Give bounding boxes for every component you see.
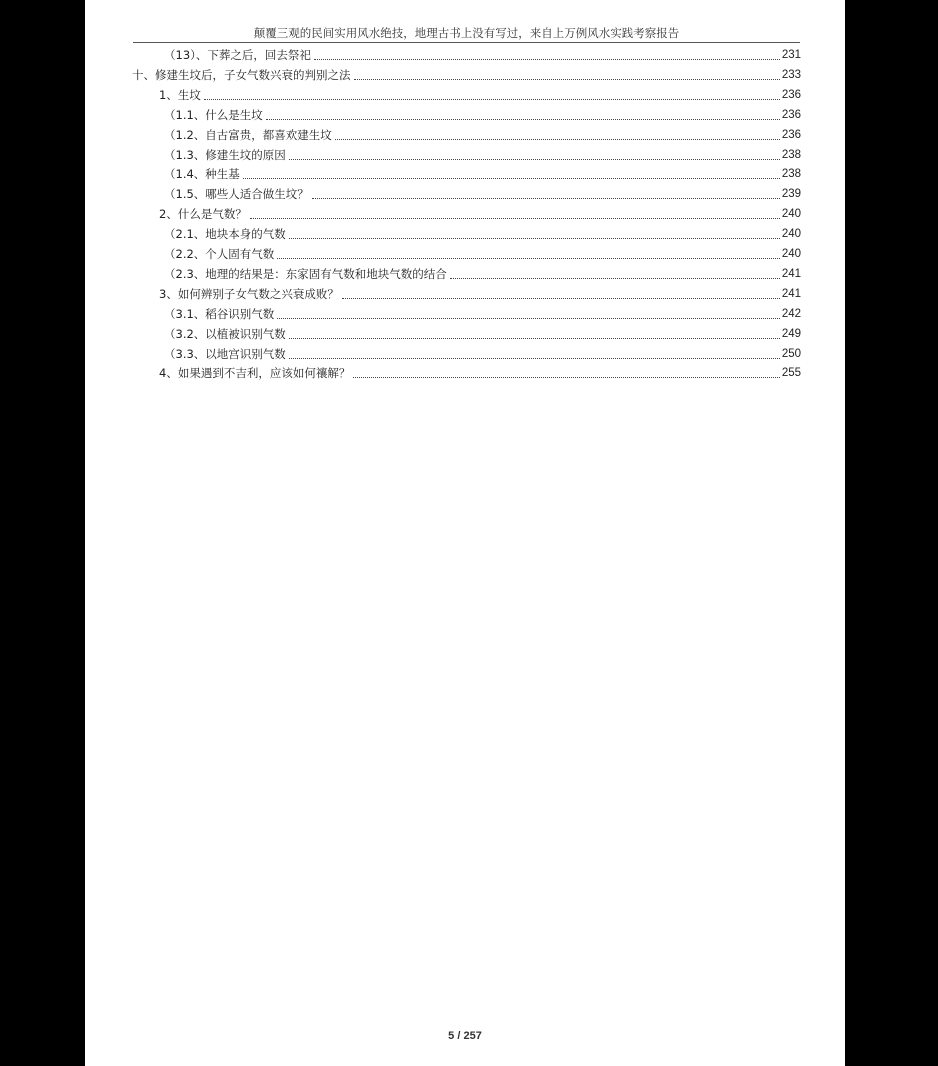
toc-entry-page-number: 233 [781,68,801,81]
toc-entry[interactable] [164,224,801,244]
toc-entry[interactable] [164,164,801,184]
toc-entry-label: （2.2、个人固有气数 [164,247,275,261]
toc-entry-label: （13）、下葬之后，回去祭祀 [164,48,311,62]
toc-entry-page-number: 249 [781,327,801,340]
toc-entry[interactable] [164,145,801,165]
toc-leader-dots [243,178,780,179]
toc-leader-dots [354,79,780,80]
toc-leader-dots [277,258,780,259]
toc-entry[interactable] [159,85,801,105]
toc-leader-dots [342,298,780,299]
toc-entry-page-number: 239 [781,188,801,201]
document-page [85,0,845,1066]
toc-entry-label: 2、什么是气数？ [159,207,247,222]
toc-entry-label: 十、修建生坟后，子女气数兴衰的判别之法 [132,67,351,82]
toc-leader-dots [266,119,780,120]
toc-leader-dots [289,159,780,160]
toc-entry-page-number: 236 [781,108,801,121]
toc-leader-dots [277,318,780,319]
toc-leader-dots [450,278,780,279]
toc-leader-dots [335,139,780,140]
toc-entry-page-number: 236 [781,128,801,141]
toc-entry-page-number: 238 [781,148,801,161]
toc-leader-dots [353,377,779,378]
toc-entry-label: （3.1、稻谷识别气数 [164,306,275,321]
toc-entry-label: （3.3、以地宫识别气数 [164,346,286,361]
toc-entry-page-number: 238 [781,168,801,181]
toc-leader-dots [289,238,780,239]
toc-entry-page-number: 240 [781,228,801,241]
toc-leader-dots [314,59,780,60]
toc-entry-label: （2.1、地块本身的气数 [164,227,286,242]
toc-entry-label: （1.5、哪些人适合做生坟？ [164,187,309,202]
toc-entry-label: （1.4、种生基 [164,167,240,182]
toc-entry[interactable] [164,125,801,145]
toc-entry-label: （3.2、以植被识别气数 [164,326,286,341]
toc-entry-label: 3、如何辨别子女气数之兴衰成败？ [159,286,339,301]
toc-entry-page-number: 236 [781,88,801,101]
toc-entry[interactable] [164,244,801,264]
toc-entry-label: 4、如果遇到不吉利，应该如何禳解？ [159,366,351,381]
toc-entry-page-number: 240 [781,208,801,221]
toc-entry-label: （1.1、什么是生坟 [164,107,263,122]
toc-entry[interactable] [164,304,801,324]
toc-entry[interactable] [164,105,801,125]
toc-entry-page-number: 242 [781,307,801,320]
page-header: 颠覆三观的民间实用风水绝技，地理古书上没有写过，来自上万例风水实践考察报告 [133,25,800,43]
toc-leader-dots [289,338,780,339]
toc-leader-dots [289,358,780,359]
toc-entry-page-number: 241 [781,287,801,300]
toc-entry[interactable] [164,324,801,344]
toc-leader-dots [250,218,780,219]
toc-entry[interactable] [164,45,801,65]
toc-entry[interactable] [164,344,801,364]
toc-leader-dots [204,99,780,100]
page-indicator: 5 / 257 [448,1030,482,1042]
toc-entry-label: （1.2、自古富贵，都喜欢建生坟 [164,127,332,142]
toc-entry[interactable] [164,264,801,284]
toc-entry-page-number: 255 [781,367,801,380]
toc-entry-label: （2.3、地理的结果是：东家固有气数和地块气数的结合 [164,266,447,281]
toc-entry-page-number: 241 [781,267,801,280]
toc-entry-page-number: 250 [781,347,801,360]
toc-entry[interactable] [159,363,801,383]
toc-leader-dots [312,198,780,199]
toc-entry-label: 1、生坟 [159,87,201,102]
toc-entry[interactable] [159,204,801,224]
toc-entry[interactable] [132,65,801,85]
toc-entry[interactable] [159,284,801,304]
toc-entry-page-number: 240 [781,248,801,260]
toc-entry-page-number: 231 [781,49,801,61]
toc-entry-label: （1.3、修建生坟的原因 [164,147,286,162]
toc-entry[interactable] [164,184,801,204]
